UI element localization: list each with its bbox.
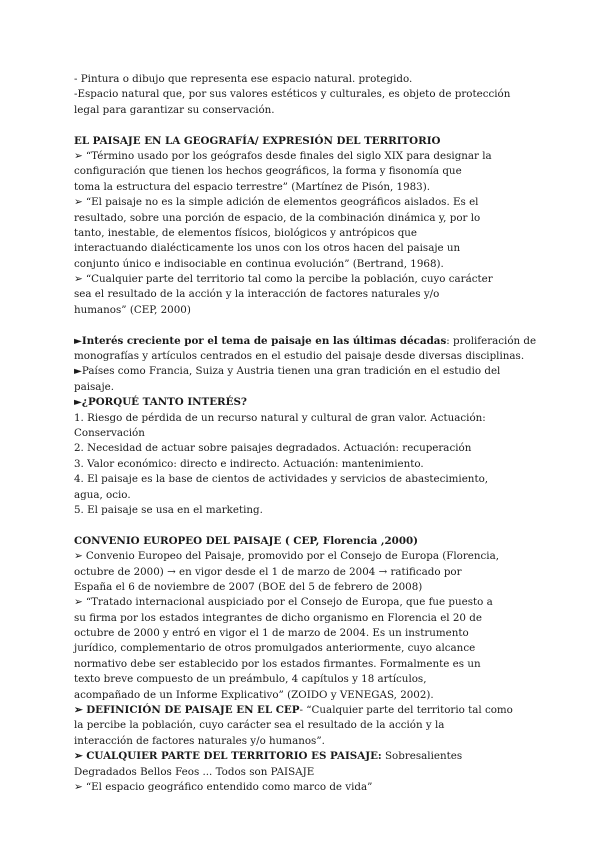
text-line: toma la estructura del espacio terrestre” (Martínez de Pisón, 1983). bbox=[74, 180, 431, 193]
document-body bbox=[74, 72, 537, 795]
list-item: 5. El paisaje se usa en el marketing. bbox=[74, 503, 263, 516]
definicion-rest: - “Cualquier parte del territorio tal como bbox=[299, 704, 513, 717]
list-item: 3. Valor económico: directo e indirecto. Actuación: mantenimiento. bbox=[74, 457, 424, 470]
text-line: octubre de 2000) → en vigor desde el 1 de marzo de 2004 → ratificado por bbox=[74, 565, 462, 578]
text-line: interacción de factores naturales y/o humanos”. bbox=[74, 734, 325, 747]
text-line: ➢ “El espacio geográfico entendido como marco de vida” bbox=[74, 780, 373, 793]
definicion-bold: ➢ DEFINICIÓN DE PAISAJE EN EL CEP bbox=[74, 704, 300, 717]
text-line: -Espacio natural que, por sus valores estéticos y culturales, es objeto de protección bbox=[74, 88, 511, 101]
cualquier-bold: ➢ CUALQUIER PARTE DEL TERRITORIO ES PAISAJE: bbox=[74, 750, 382, 763]
text-line: tanto, inestable, de elementos físicos, biológicos y antrópicos que bbox=[74, 226, 418, 239]
list-item: 2. Necesidad de actuar sobre paisajes degradados. Actuación: recuperación bbox=[74, 442, 472, 455]
text-line: ➢ “Término usado por los geógrafos desde finales del siglo XIX para designar la bbox=[74, 149, 492, 162]
text-line: legal para garantizar su conservación. bbox=[74, 103, 275, 116]
text-line: texto breve compuesto de un preámbulo, 4 capítulos y 18 artículos, bbox=[74, 673, 427, 686]
text-line: paisaje. bbox=[74, 380, 115, 393]
text-line: normativo debe ser establecido por los estados firmantes. Formalmente es un bbox=[74, 657, 481, 670]
list-item: Conservación bbox=[74, 426, 145, 439]
text-line: la percibe la población, cuyo carácter sea el resultado de la acción y la bbox=[74, 719, 445, 732]
text-line: octubre de 2000 y entró en vigor el 1 de marzo de 2004. Es un instrumento bbox=[74, 627, 469, 640]
text-line: Degradados Bellos Feos ... Todos son PAISAJE bbox=[74, 765, 315, 778]
list-item: 1. Riesgo de pérdida de un recurso natural y cultural de gran valor. Actuación: bbox=[74, 411, 486, 424]
list-item: agua, ocio. bbox=[74, 488, 131, 501]
text-line: sea el resultado de la acción y la interacción de factores naturales y/o bbox=[74, 288, 440, 301]
interes-paragraph bbox=[74, 334, 537, 349]
definicion-paragraph bbox=[74, 703, 534, 718]
text-line: ➢ “Cualquier parte del territorio tal como la percibe la población, cuyo carácter bbox=[74, 273, 493, 286]
text-line: ➢ “Tratado internacional auspiciado por el Consejo de Europa, que fue puesto a bbox=[74, 596, 493, 609]
porque-heading: ►¿PORQUÉ TANTO INTERÉS? bbox=[74, 396, 247, 409]
text-line: monografías y artículos centrados en el estudio del paisaje desde diversas disciplinas. bbox=[74, 350, 525, 363]
text-line: ➢ Convenio Europeo del Paisaje, promovido por el Consejo de Europa (Florencia, bbox=[74, 550, 500, 563]
text-line: configuración que tienen los hechos geográficos, la forma y fisonomía que bbox=[74, 165, 462, 178]
text-line: acompañado de un Informe Explicativo” (ZOIDO y VENEGAS, 2002). bbox=[74, 688, 434, 701]
interes-bold: ►Interés creciente por el tema de paisaje en las últimas décadas bbox=[74, 334, 447, 347]
cualquier-rest: Sobresalientes bbox=[381, 750, 463, 763]
text-line: resultado, sobre una porción de espacio, de la combinación dinámica y, por lo bbox=[74, 211, 481, 224]
section-heading-paisaje-geografia: EL PAISAJE EN LA GEOGRAFÍA/ EXPRESIÓN DEL TERRITORIO bbox=[74, 134, 441, 147]
cualquier-paragraph bbox=[74, 749, 534, 764]
interes-rest: : proliferación de bbox=[446, 334, 537, 347]
text-line: España el 6 de noviembre de 2007 (BOE del 5 de febrero de 2008) bbox=[74, 580, 423, 593]
spacer bbox=[74, 518, 534, 533]
list-item: 4. El paisaje es la base de cientos de actividades y servicios de abastecimiento, bbox=[74, 473, 489, 486]
text-line: - Pintura o dibujo que representa ese espacio natural. protegido. bbox=[74, 73, 413, 85]
section-heading-convenio: CONVENIO EUROPEO DEL PAISAJE ( CEP, Florencia ,2000) bbox=[74, 534, 419, 547]
spacer bbox=[74, 118, 534, 133]
text-line: humanos” (CEP, 2000) bbox=[74, 303, 191, 316]
text-line: interactuando dialécticamente los unos con los otros hacen del paisaje un bbox=[74, 242, 461, 255]
text-line: conjunto único e indisociable en continua evolución” (Bertrand, 1968). bbox=[74, 257, 444, 270]
text-line: su firma por los estados integrantes de dicho organismo en Florencia el 20 de bbox=[74, 611, 482, 624]
text-line: ➢ “El paisaje no es la simple adición de elementos geográficos aislados. Es el bbox=[74, 196, 479, 209]
text-line: jurídico, complementario de otros promulgados anteriormente, cuyo alcance bbox=[74, 642, 476, 655]
spacer bbox=[74, 318, 534, 333]
text-line: ►Países como Francia, Suiza y Austria tienen una gran tradición en el estudio del bbox=[74, 365, 501, 378]
